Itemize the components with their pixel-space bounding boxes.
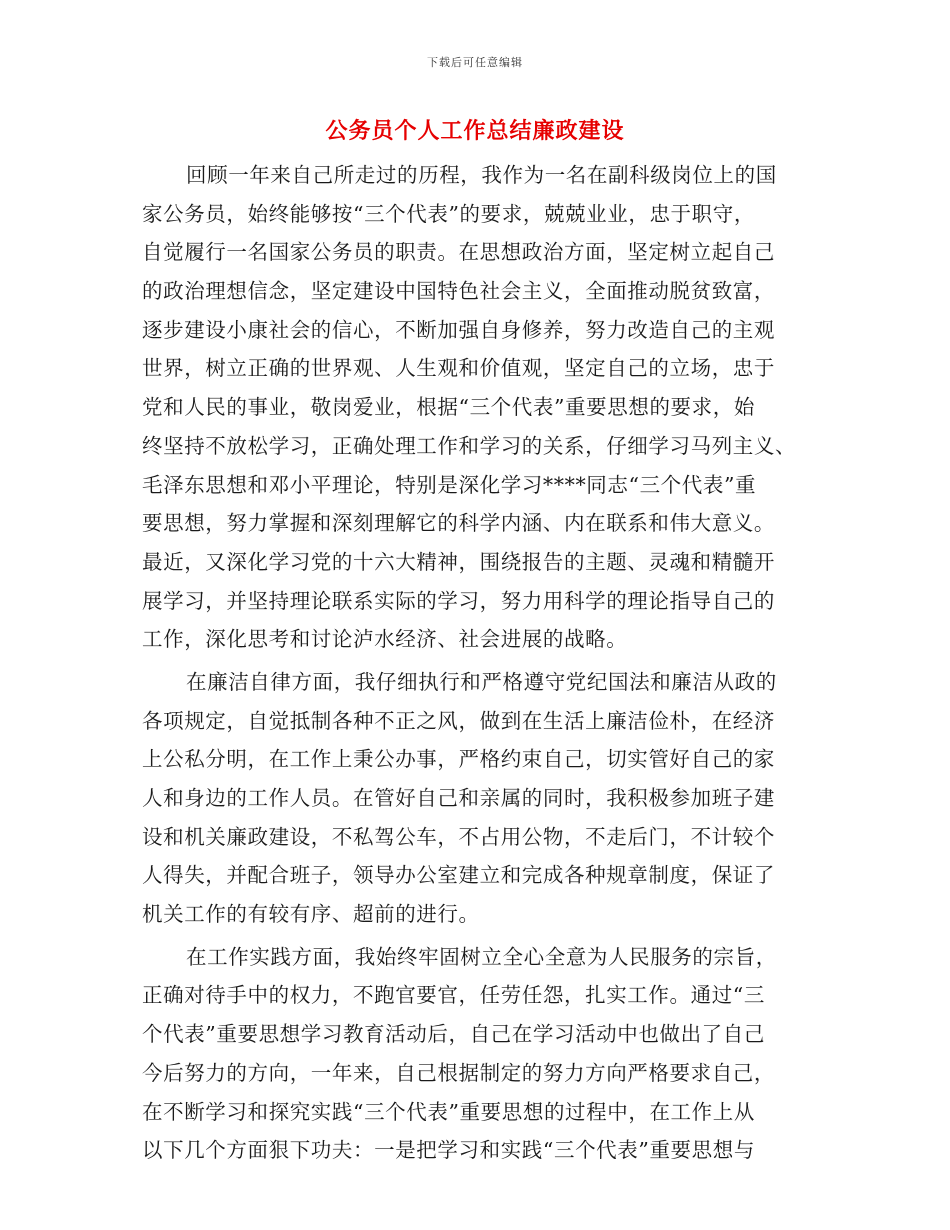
body-line: 展学习，并坚持理论联系实际的学习，努力用科学的理论指导自己的 [142, 588, 775, 613]
body-line: 上公私分明，在工作上秉公办事，严格约束自己，切实管好自己的家 [142, 747, 775, 772]
body-line: 最近，又深化学习党的十六大精神，围绕报告的主题、灵魂和精髓开 [142, 549, 775, 574]
body-line: 人得失，并配合班子，领导办公室建立和完成各种规章制度，保证了 [142, 863, 775, 888]
body-line: 回顾一年来自己所走过的历程，我作为一名在副科级岗位上的国 [186, 163, 777, 187]
body-line: 人和身边的工作人员。在管好自己和亲属的同时，我积极参加班子建 [142, 786, 775, 810]
body-line: 终坚持不放松学习，正确处理工作和学习的关系，仔细学习马列主义、 [142, 433, 797, 458]
body-line: 党和人民的事业，敬岗爱业，根据“三个代表”重要思想的要求，始 [142, 395, 755, 420]
body-line: 今后努力的方向，一年来，自己根据制定的努力方向严格要求自己， [142, 1060, 775, 1085]
body-line: 以下几个方面狠下功夫：一是把学习和实践“三个代表”重要思想与 [142, 1138, 755, 1163]
body-line: 设和机关廉政建设，不私驾公车，不占用公物，不走后门，不计较个 [142, 824, 775, 849]
body-line: 在廉洁自律方面，我仔细执行和严格遵守党纪国法和廉洁从政的 [186, 669, 777, 694]
body-line: 机关工作的有较有序、超前的进行。 [142, 902, 480, 927]
body-line: 工作，深化思考和讨论泸水经济、社会进展的战略。 [142, 627, 628, 652]
header-note: 下载后可任意编辑 [427, 56, 523, 69]
body-line: 逐步建设小康社会的信心，不断加强自身修养，努力改造自己的主观 [142, 317, 775, 342]
body-line: 在不断学习和探究实践“三个代表”重要思想的过程中，在工作上从 [142, 1099, 755, 1124]
document-body [142, 156, 812, 1170]
body-line: 世界，树立正确的世界观、人生观和价值观，坚定自己的立场，忠于 [142, 356, 775, 381]
body-line: 自觉履行一名国家公务员的职责。在思想政治方面，坚定树立起自己 [142, 240, 775, 265]
body-line: 各项规定，自觉抵制各种不正之风，做到在生活上廉洁俭朴，在经济 [142, 708, 775, 733]
body-line: 毛泽东思想和邓小平理论，特别是深化学习****同志“三个代表”重 [142, 472, 757, 497]
body-line: 家公务员，始终能够按“三个代表”的要求，兢兢业业，忠于职守， [142, 201, 755, 226]
document-title: 公务员个人工作总结廉政建设 [325, 118, 625, 144]
body-line: 的政治理想信念，坚定建设中国特色社会主义，全面推动脱贫致富， [142, 279, 775, 304]
body-line: 正确对待手中的权力，不跑官要官，任劳任怨，扎实工作。通过“三 [142, 983, 765, 1008]
body-line: 个代表”重要思想学习教育活动后，自己在学习活动中也做出了自己 [142, 1022, 765, 1047]
body-line: 要思想，努力掌握和深刻理解它的科学内涵、内在联系和伟大意义。 [142, 511, 775, 536]
body-line: 在工作实践方面，我始终牢固树立全心全意为人民服务的宗旨， [186, 944, 777, 969]
